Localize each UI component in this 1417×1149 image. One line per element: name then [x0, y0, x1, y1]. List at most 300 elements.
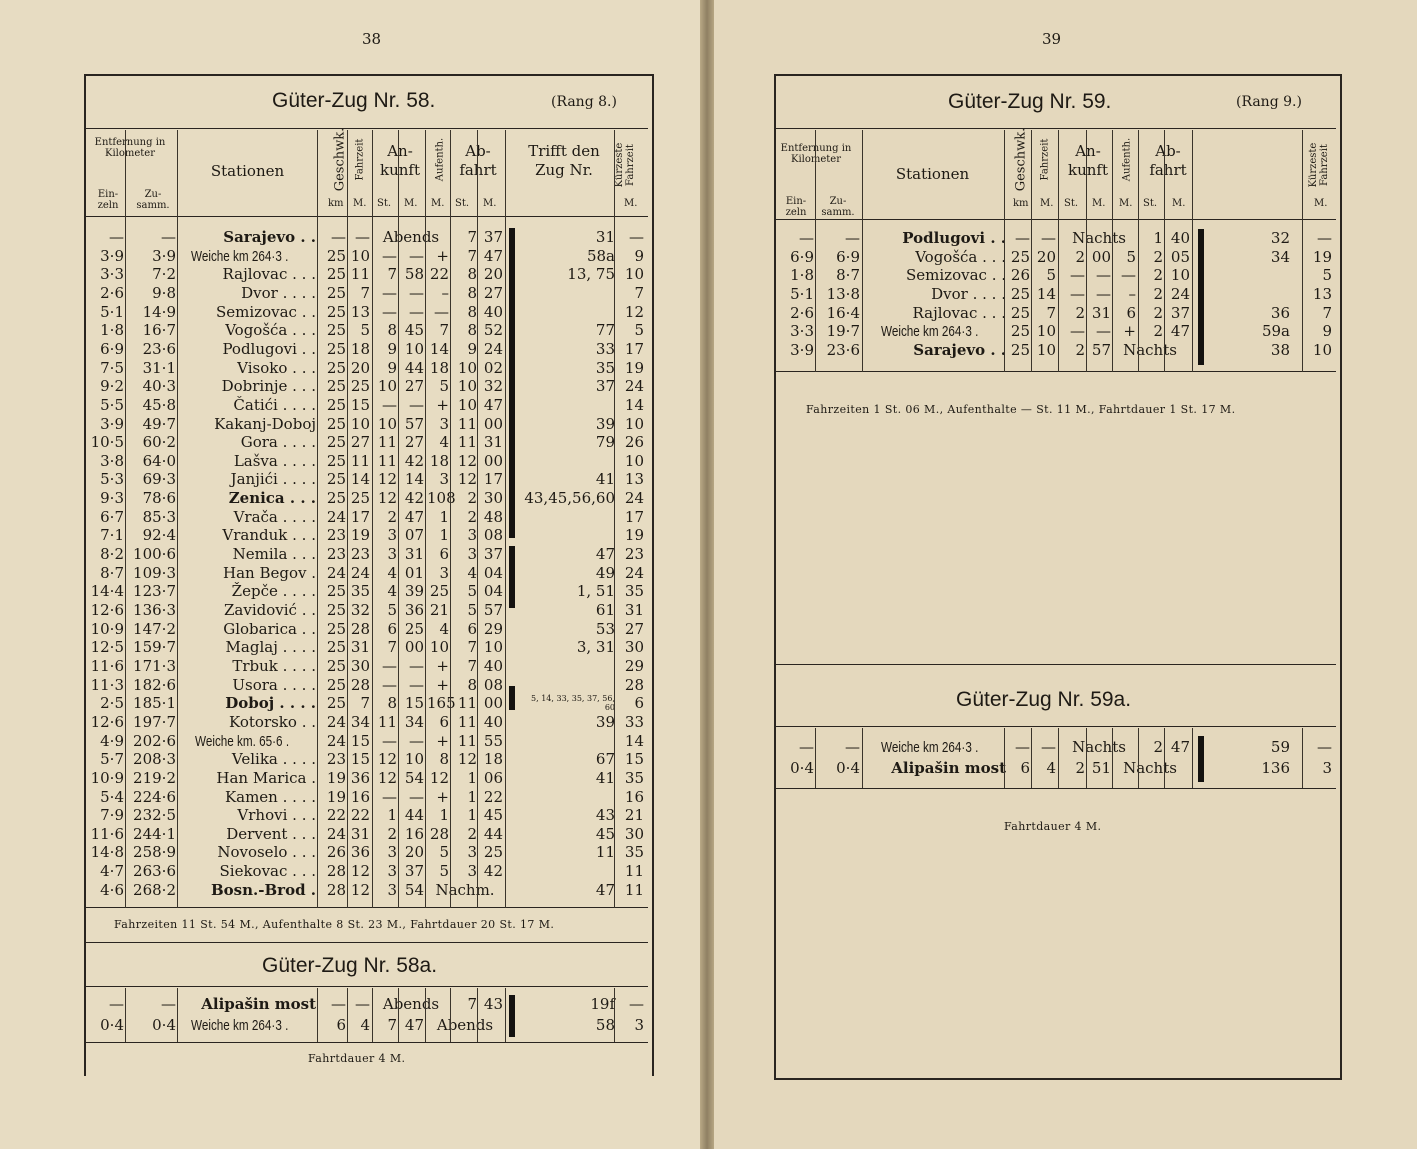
station-name: Siekovac . . . [219, 862, 316, 881]
cell-geschwk: 26 [1010, 266, 1030, 285]
cell-zusamm: 219·2 [133, 768, 176, 787]
cell-ab-m: 08 [483, 675, 503, 694]
train-title-59a: Güter-Zug Nr. 59a. [956, 688, 1132, 711]
cell-station [186, 415, 316, 434]
cell-kuerzeste: 11 [624, 862, 644, 881]
cell-zusamm: 16·4 [826, 303, 860, 322]
cell-an-st: 4 [387, 582, 397, 601]
cell-aufenth: 6 [439, 545, 449, 564]
cell-trifft [519, 508, 615, 527]
cell-ab-st: 8 [467, 675, 477, 694]
cell-station [186, 601, 316, 620]
cell-kuerzeste: 12 [624, 302, 644, 321]
cell-ab-st: 2 [1153, 247, 1163, 266]
station-name: Dervent . . . [226, 824, 316, 843]
cell-fahrzeit: 28 [350, 675, 370, 694]
cell-ab-m: 40 [483, 302, 503, 321]
right-sub-column-rule [1112, 728, 1113, 788]
station-name: Žepče . . . . [231, 582, 316, 601]
cell-einzeln: 6·9 [100, 339, 124, 358]
cell-geschwk: — [331, 995, 346, 1013]
cell-an-st: 7 [387, 265, 397, 284]
cell-geschwk: — [1015, 738, 1030, 756]
cell-kuerzeste: 7 [634, 283, 644, 302]
cell-an-m: 44 [404, 806, 424, 825]
cell-ab-m: 08 [483, 526, 503, 545]
left-sub-column-rule [125, 988, 126, 1042]
cell-kuerzeste: 9 [634, 246, 644, 265]
left-column-rule [317, 130, 318, 908]
cell-an-m: 00 [404, 638, 424, 657]
station-name: Podlugovi . . [222, 339, 316, 358]
cell-zusamm: 123·7 [133, 582, 176, 601]
trifft-bar-58 [509, 228, 515, 538]
cell-an-m: 42 [404, 451, 424, 470]
cell-trifft: 77 [595, 321, 615, 340]
cell-zusamm: 268·2 [133, 880, 176, 899]
cell-kuerzeste: 28 [624, 675, 644, 694]
cell-ab-st: 5 [467, 601, 477, 619]
cell-an-st: 3 [387, 880, 397, 899]
cell-an-m: 16 [404, 824, 424, 843]
cell-an-m: 36 [404, 601, 424, 619]
cell-zusamm: 136·3 [133, 601, 176, 619]
cell-kuerzeste: 33 [624, 712, 644, 731]
cell-einzeln: 5·1 [790, 284, 814, 303]
station-name: Novoselo . . . [217, 843, 316, 862]
cell-station [186, 676, 316, 695]
cell-kuerzeste: 19 [624, 526, 644, 545]
station-name: Lašva . . . . [233, 451, 316, 470]
cell-aufenth: 3 [439, 563, 449, 582]
cell-an-m: — [409, 675, 424, 694]
station-name: Sarajevo . . [223, 228, 316, 246]
cell-einzeln: 4·6 [100, 880, 124, 899]
cell-aufenth: Nachts [1123, 340, 1177, 359]
cell-an-st: 1 [387, 806, 397, 825]
cell-ab-st: 6 [467, 619, 477, 638]
cell-fahrzeit: 25 [350, 377, 370, 396]
cell-trifft: 38 [1270, 340, 1290, 359]
cell-trifft: 59a [1261, 322, 1290, 341]
cell-einzeln: 5·4 [100, 787, 124, 806]
cell-geschwk: 28 [326, 862, 346, 881]
cell-ab-st [1139, 759, 1163, 778]
cell-station [186, 377, 316, 396]
train-title-58a: Güter-Zug Nr. 58a. [262, 954, 438, 977]
cell-einzeln: 6·9 [790, 247, 814, 266]
cell-station [874, 738, 1006, 757]
cell-kuerzeste: — [629, 995, 644, 1013]
left-sub-column-rule [317, 988, 318, 1042]
cell-geschwk: 25 [326, 358, 346, 377]
cell-trifft: 61 [595, 601, 615, 619]
cell-fahrzeit: 15 [350, 395, 370, 414]
left-sub-column-rule [425, 988, 426, 1042]
cell-fahrzeit: — [1041, 738, 1056, 756]
cell-trifft: 36 [1270, 303, 1290, 322]
cell-fahrzeit: 15 [350, 750, 370, 769]
cell-aufenth: 1 [439, 507, 449, 526]
cell-ab-m: 18 [483, 750, 503, 769]
cell-einzeln: 7·1 [100, 526, 124, 545]
cell-kuerzeste: 30 [624, 824, 644, 843]
cell-ab-m: 02 [483, 358, 503, 377]
cell-kuerzeste: 21 [624, 806, 644, 825]
cell-einzeln: 3·3 [790, 322, 814, 341]
cell-an-st: 11 [377, 433, 397, 452]
cell-an-st: 5 [387, 601, 397, 619]
cell-aufenth: Nachts [1123, 759, 1177, 777]
cell-zusamm: 31·1 [142, 358, 176, 377]
cell-an-st: 12 [377, 768, 397, 787]
cell-geschwk: 25 [326, 302, 346, 321]
cell-trifft: 5, 14, 33, 35, 37, 56, 60 [531, 694, 615, 713]
cell-ab-st: 10 [457, 358, 477, 377]
cell-trifft: 39 [595, 712, 615, 731]
cell-fahrzeit: 7 [1046, 303, 1056, 322]
cell-zusamm: — [161, 995, 176, 1013]
right-sub-column-rule [862, 728, 863, 788]
right-column-rule [1086, 130, 1087, 372]
station-name: Weiche km 264·3 . [191, 247, 289, 265]
cell-einzeln: 10·9 [90, 768, 124, 787]
right-sub-column-rule [1086, 728, 1087, 788]
cell-station [874, 266, 1006, 285]
cell-fahrzeit: 11 [350, 265, 370, 284]
cell-einzeln: 3·9 [100, 414, 124, 433]
cell-geschwk: 25 [326, 601, 346, 619]
right-column-rule [1192, 130, 1193, 372]
cell-geschwk: 25 [326, 638, 346, 657]
footer-rule-59 [776, 371, 1336, 372]
cell-station [186, 862, 316, 881]
cell-aufenth [427, 995, 449, 1014]
cell-einzeln: 1·8 [790, 266, 814, 285]
right-sub-column-rule [1031, 728, 1032, 788]
cell-kuerzeste: 17 [624, 339, 644, 358]
cell-geschwk: 23 [326, 750, 346, 769]
cell-ab-st: 5 [467, 582, 477, 601]
cell-station [186, 582, 316, 601]
unit-m-aufenth-58: M. [431, 198, 445, 209]
cell-aufenth: 1 [439, 806, 449, 825]
cell-fahrzeit: 16 [350, 787, 370, 806]
cell-ab-st: 1 [467, 768, 477, 787]
cell-kuerzeste: 31 [624, 601, 644, 619]
cell-zusamm: 224·6 [133, 787, 176, 806]
header-bottom-rule-59 [776, 219, 1336, 220]
header-zusamm-59: Zu-samm. [821, 196, 855, 218]
cell-geschwk: 25 [326, 414, 346, 433]
cell-kuerzeste: — [1317, 229, 1332, 247]
cell-an-st: 2 [1075, 303, 1085, 322]
trifft-bar-58-3 [509, 686, 515, 710]
cell-aufenth: + [1123, 322, 1136, 341]
cell-ab-m: 24 [483, 339, 503, 358]
cell-an-m: 25 [404, 619, 424, 638]
cell-an-m: 07 [404, 526, 424, 545]
cell-ab-st [1139, 341, 1163, 360]
cell-an-m: 14 [404, 470, 424, 489]
cell-station [874, 341, 1006, 360]
left-sub-column-rule [177, 988, 178, 1042]
cell-trifft [519, 526, 615, 545]
left-column-rule [398, 130, 399, 908]
cell-geschwk: 25 [326, 395, 346, 414]
cell-an-st: — [382, 656, 397, 675]
cell-an-m: 45 [404, 321, 424, 340]
cell-station [186, 788, 316, 807]
left-sub-column-rule [398, 988, 399, 1042]
cell-station [186, 620, 316, 639]
station-name: Dobrinje . . . [221, 377, 316, 396]
cell-zusamm: 244·1 [133, 824, 176, 843]
header-geschwk-58: Geschwk. [332, 127, 348, 192]
cell-kuerzeste: — [629, 228, 644, 246]
cell-ab-m: 47 [483, 395, 503, 414]
cell-einzeln: 11·6 [90, 656, 124, 675]
cell-kuerzeste: 24 [624, 377, 644, 396]
cell-kuerzeste: 23 [624, 545, 644, 564]
cell-geschwk: 24 [326, 563, 346, 582]
cell-trifft: 79 [595, 433, 615, 452]
cell-ab-m: 32 [483, 377, 503, 396]
table-row [0, 322, 1417, 341]
cell-station [874, 229, 1006, 248]
cell-fahrzeit: 36 [350, 843, 370, 862]
cell-kuerzeste: 3 [634, 1016, 644, 1034]
cell-einzeln: 3·3 [100, 265, 124, 284]
cell-kuerzeste: 10 [624, 414, 644, 433]
cell-an-m: 47 [404, 507, 424, 526]
cell-ab-st: 2 [467, 507, 477, 526]
cell-an-st: 12 [377, 489, 397, 508]
cell-kuerzeste: 14 [624, 395, 644, 414]
cell-zusamm: 6·9 [836, 247, 860, 266]
cell-ab-st: 2 [467, 824, 477, 843]
cell-kuerzeste: 15 [624, 750, 644, 769]
cell-zusamm: 232·5 [133, 806, 176, 825]
cell-fahrzeit: 28 [350, 619, 370, 638]
cell-an-m: 57 [404, 414, 424, 433]
cell-fahrzeit: 11 [350, 451, 370, 470]
cell-ab-st: 2 [467, 489, 477, 508]
cell-fahrzeit: 30 [350, 656, 370, 675]
cell-aufenth: 10 [429, 638, 449, 657]
left-column-rule [425, 130, 426, 908]
cell-ab-st [451, 1016, 477, 1035]
cell-zusamm: 0·4 [836, 759, 860, 777]
cell-kuerzeste: 17 [624, 507, 644, 526]
cell-an-m: — [409, 787, 424, 806]
cell-geschwk: 25 [326, 656, 346, 675]
cell-aufenth: 25 [429, 582, 449, 601]
cell-geschwk: 19 [326, 787, 346, 806]
right-column-rule [1004, 130, 1005, 372]
cell-an-st: Nachts [1072, 738, 1126, 756]
cell-station [186, 806, 316, 825]
cell-aufenth: 165 [427, 694, 456, 713]
station-name: Nemila . . . [232, 545, 316, 564]
cell-an-m: 39 [404, 582, 424, 601]
trifft-bar-58a [509, 995, 515, 1037]
cell-einzeln: 5·1 [100, 302, 124, 321]
cell-an-m: — [409, 656, 424, 675]
unit-m-ab-58: M. [483, 198, 497, 209]
cell-fahrzeit: 24 [350, 563, 370, 582]
cell-ab-st: 1 [1153, 229, 1163, 247]
left-column-rule [372, 130, 373, 908]
cell-aufenth: 5 [439, 862, 449, 881]
subtable-top-rule-58a [86, 942, 648, 943]
cell-geschwk: 25 [1010, 303, 1030, 322]
unit-m-aufenth-59: M. [1119, 198, 1133, 209]
cell-an-st: 4 [387, 563, 397, 582]
cell-station [874, 322, 1006, 341]
footer-fahrtdauer-59a: Fahrtdauer 4 M. [1004, 820, 1102, 833]
left-sub-column-rule [372, 988, 373, 1042]
left-column-rule [177, 130, 178, 908]
cell-geschwk: 25 [326, 675, 346, 694]
cell-einzeln: 10·9 [90, 619, 124, 638]
cell-an-st: 11 [377, 451, 397, 470]
cell-zusamm: 263·6 [133, 862, 176, 881]
header-kuerzeste-59: Kürzeste Fahrzeit [1308, 142, 1330, 188]
cell-ab-st: 4 [467, 563, 477, 582]
cell-aufenth: 4 [439, 433, 449, 452]
rang-59: (Rang 9.) [1236, 94, 1302, 110]
cell-trifft: 13, 75 [567, 265, 615, 284]
cell-aufenth: 5 [439, 377, 449, 396]
cell-ab-st: 11 [457, 414, 477, 433]
cell-an-st: 2 [387, 824, 397, 843]
station-name: Trbuk . . . . [232, 656, 316, 675]
train-title-58: Güter-Zug Nr. 58. [272, 89, 436, 112]
cell-aufenth: 5 [439, 843, 449, 862]
header-geschwk-59: Geschwk. [1013, 127, 1029, 192]
cell-an-m: 54 [404, 880, 424, 899]
cell-ab-m: 25 [483, 843, 503, 862]
left-column-rule [125, 130, 126, 908]
right-column-rule [862, 130, 863, 372]
cell-station [186, 995, 316, 1014]
cell-trifft: 33 [595, 339, 615, 358]
cell-trifft: 49 [595, 563, 615, 582]
subtable-header-rule-59a [776, 726, 1336, 727]
right-column-rule [1058, 130, 1059, 372]
cell-trifft: 45 [595, 824, 615, 843]
cell-trifft: 37 [595, 377, 615, 396]
cell-einzeln: 9·3 [100, 489, 124, 508]
cell-einzeln: 8·7 [100, 563, 124, 582]
header-trifft-58: Trifft den Zug Nr. [528, 142, 600, 179]
station-name: Zavidović . . [223, 601, 316, 619]
cell-an-m [1087, 738, 1111, 757]
header-abfahrt-58: Ab-fahrt [459, 142, 497, 179]
cell-aufenth: 18 [429, 358, 449, 377]
right-sub-column-rule [1004, 728, 1005, 788]
footer-rule-58 [86, 907, 648, 908]
station-name: Janjići . . . . [230, 470, 316, 489]
cell-kuerzeste: 14 [624, 731, 644, 750]
cell-einzeln: 14·8 [90, 843, 124, 862]
cell-trifft [519, 657, 615, 676]
cell-kuerzeste: 13 [1312, 284, 1332, 303]
cell-fahrzeit: 20 [1036, 247, 1056, 266]
cell-ab-m: 06 [483, 768, 503, 787]
station-name: Vogošća . . . [915, 247, 1006, 266]
header-einzeln-58: Ein-zeln [97, 189, 119, 211]
cell-aufenth: 14 [429, 339, 449, 358]
footer-summary-59: Fahrzeiten 1 St. 06 M., Aufenthalte — St. 11 M., Fahrtdauer 1 St. 17 M. [806, 403, 1236, 416]
cell-geschwk: 25 [1010, 322, 1030, 341]
cell-an-st: — [1070, 284, 1085, 303]
cell-aufenth: 1 [439, 526, 449, 545]
cell-fahrzeit: 13 [350, 302, 370, 321]
cell-station [874, 285, 1006, 304]
cell-fahrzeit: 12 [350, 880, 370, 899]
cell-station [186, 508, 316, 527]
unit-m-kuerzeste-59: M. [1314, 198, 1328, 209]
cell-zusamm: 64·0 [142, 451, 176, 470]
station-name: Visoko . . . [237, 358, 316, 377]
header-fahrzeit-59: Fahrzeit [1039, 138, 1051, 181]
cell-geschwk: 25 [1010, 340, 1030, 359]
cell-fahrzeit: 18 [350, 339, 370, 358]
left-column-rule [347, 130, 348, 908]
cell-fahrzeit: 4 [1046, 759, 1056, 777]
unit-m-an-59: M. [1092, 198, 1106, 209]
subtable-bottom-rule-58a [86, 1042, 648, 1043]
cell-ab-st: 8 [467, 302, 477, 321]
cell-an-m: 44 [404, 358, 424, 377]
station-name: Globarica . . [223, 619, 316, 638]
header-ankunft-59: An-kunft [1068, 142, 1108, 179]
station-name: Bosn.-Brod . [211, 880, 316, 899]
station-name: Vogošća . . . [225, 321, 316, 340]
cell-an-st: 11 [377, 712, 397, 731]
cell-an-st: — [382, 675, 397, 694]
right-column-rule [1164, 130, 1165, 372]
cell-an-st: 9 [387, 339, 397, 358]
cell-ab-m: 27 [483, 283, 503, 302]
cell-ab-m: 40 [483, 656, 503, 675]
cell-kuerzeste: 27 [624, 619, 644, 638]
cell-geschwk: — [1015, 229, 1030, 247]
cell-fahrzeit: 17 [350, 507, 370, 526]
cell-geschwk: 24 [326, 507, 346, 526]
cell-an-m: 31 [1091, 303, 1111, 322]
cell-zusamm: 3·9 [152, 246, 176, 265]
cell-ab-st: 2 [1153, 322, 1163, 341]
cell-an-m: — [1096, 322, 1111, 341]
cell-station [186, 526, 316, 545]
cell-kuerzeste: 10 [1312, 340, 1332, 359]
cell-einzeln: 14·4 [90, 582, 124, 601]
cell-ab-m: 42 [483, 862, 503, 881]
cell-an-m: 34 [404, 712, 424, 731]
cell-einzeln: 11·6 [90, 824, 124, 843]
left-sub-column-rule [347, 988, 348, 1042]
unit-m-an-58: M. [404, 198, 418, 209]
cell-an-m [1087, 229, 1111, 248]
table-row [0, 229, 1417, 248]
cell-ab-m: 43 [483, 995, 503, 1013]
left-column-rule [450, 130, 451, 908]
cell-einzeln: — [109, 228, 124, 246]
cell-kuerzeste: 35 [624, 843, 644, 862]
